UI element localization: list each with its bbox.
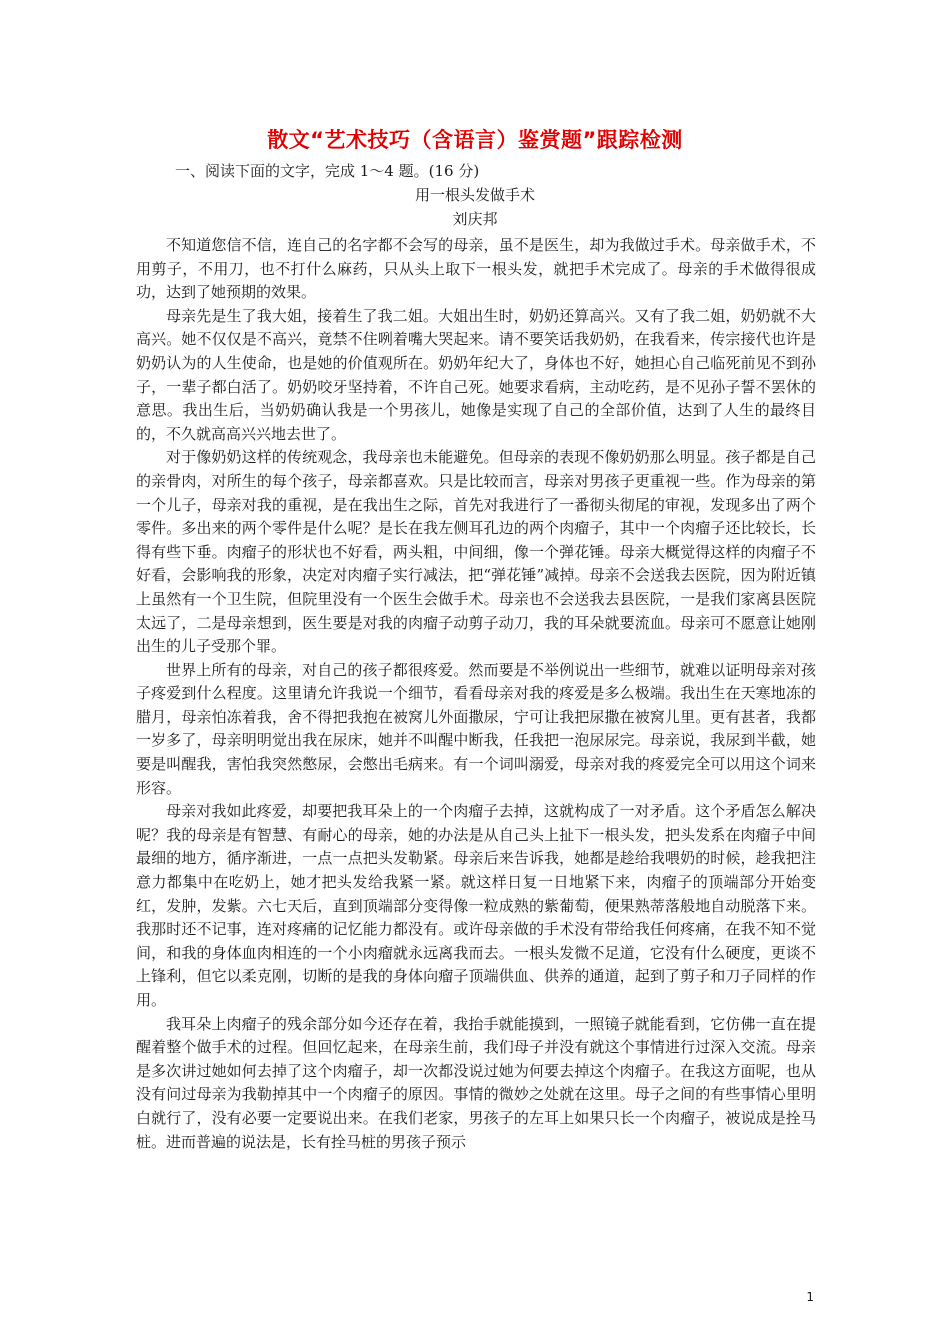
paragraph: 不知道您信不信，连自己的名字都不会写的母亲，虽不是医生，却为我做过手术。母亲做手术，不用剪子，不用刀，也不打什么麻药，只从头上取下一根头发，就把手术完成了。母亲的手术做得很成功，达到了她预期的效果。 <box>136 236 816 302</box>
paragraph: 母亲对我如此疼爱，却要把我耳朵上的一个肉瘤子去掉，这就构成了一对矛盾。这个矛盾怎么解决呢？我的母亲是有智慧、有耐心的母亲，她的办法是从自己头上扯下一根头发，把头发系在肉瘤子中间最细的地方，循序渐进，一点一点把头发勒紧。母亲后来告诉我，她都是趁给我喂奶的时候，趁我把注意力都集中在吃奶上，她才把头发给我紧一紧。就这样日复一日地紧下来，肉瘤子的顶端部分开始变红，发肿，发紫。六七天后，直到顶端部分变得像一粒成熟的紫葡萄，便果熟蒂落般地自动脱落下来。我那时还不记事，连对疼痛的记忆能力都没有。或许母亲做的手术没有带给我任何疼痛，在我不知不觉间，和我的身体血肉相连的一个小肉瘤就永远离我而去。一根头发微不足道，它没有什么硬度，更谈不上锋利，但它以柔克刚，切断的是我的身体向瘤子顶端供血、供养的通道，起到了剪子和刀子同样的作用。 <box>136 802 816 1009</box>
article-title: 用一根头发做手术 <box>414 186 535 204</box>
paragraph: 世界上所有的母亲，对自己的孩子都很疼爱。然而要是不举例说出一些细节，就难以证明母亲对孩子疼爱到什么程度。这里请允许我说一个细节，看看母亲对我的疼爱是多么极端。我出生在天寒地冻的腊月，母亲怕冻着我，舍不得把我抱在被窝儿外面撒尿，宁可让我把尿撒在被窝儿里。更有甚者，我都一岁多了，母亲明明觉出我在尿床，她并不叫醒中断我，任我把一泡尿尿完。母亲说，我尿到半截，她要是叫醒我，害怕我突然憋尿，会憋出毛病来。有一个词叫溺爱，母亲对我的疼爱完全可以用这个词来形容。 <box>136 660 816 797</box>
page-number-label: 1 <box>806 1290 814 1304</box>
paragraph: 母亲先是生了我大姐，接着生了我二姐。大姐出生时，奶奶还算高兴。又有了我二姐，奶奶就不大高兴。她不仅仅是不高兴，竟禁不住咧着嘴大哭起来。请不要笑话我奶奶，在我看来，传宗接代也许是奶奶认为的人生使命，也是她的价值观所在。奶奶年纪大了，身体也不好，她担心自己临死前见不到孙子，一辈子都白活了。奶奶咬牙坚持着，不许自己死。她要求看病，主动吃药，是不见孙子誓不罢休的意思。我出生后，当奶奶确认我是一个男孩儿，她像是实现了自己的全部价值，达到了人生的最终目的，不久就高高兴兴地去世了。 <box>136 306 816 443</box>
question-instruction: 一、阅读下面的文字，完成 1～4 题。(16 分) <box>175 162 480 180</box>
page-title: 散文“艺术技巧（含语言）鉴赏题”跟踪检测 <box>267 128 683 152</box>
paragraph: 我耳朵上肉瘤子的残余部分如今还存在着，我抬手就能摸到，一照镜子就能看到，它仿佛一直在提醒着整个做手术的过程。但回忆起来，在母亲生前，我们母子并没有就这个事情进行过深入交流。母亲是多次讲过她如何去掉了这个肉瘤子，却一次都没说过她为何要去掉这个肉瘤子。在我这方面呢，也从没有问过母亲为我勒掉其中一个肉瘤子的原因。事情的微妙之处就在这里。母子之间的有些事情心里明白就行了，没有必要一定要说出来。在我们老家，男孩子的左耳上如果只长一个肉瘤子，被说成是拴马桩。进而普遍的说法是，长有拴马桩的男孩子预示 <box>136 1014 816 1151</box>
paragraph: 对于像奶奶这样的传统观念，我母亲也未能避免。但母亲的表现不像奶奶那么明显。孩子都是自己的亲骨肉，对所生的每个孩子，母亲都喜欢。只是比较而言，母亲对男孩子更重视一些。作为母亲的第一个儿子，母亲对我的重视，是在我出生之际，首先对我进行了一番彻头彻尾的审视，发现多出了两个零件。多出来的两个零件是什么呢？是长在我左侧耳孔边的两个肉瘤子，其中一个肉瘤子还比较长，长得有些下垂。肉瘤子的形状也不好看，两头粗，中间细，像一个弹花锤。母亲大概觉得这样的肉瘤子不好看，会影响我的形象，决定对肉瘤子实行减法，把“弹花锤”减掉。母亲不会送我去医院，因为附近镇上虽然有一个卫生院，但院里没有一个医生会做手术。母亲也不会送我去县医院，一是我们家离县医院太远了，二是母亲想到，医生要是对我的肉瘤子动剪子动刀，我的耳朵就要流血。母亲可不愿意让她刚出生的儿子受那个罪。 <box>136 448 816 656</box>
article-author: 刘庆邦 <box>452 210 498 228</box>
article-body <box>136 234 816 1154</box>
page-number <box>0 1290 950 1304</box>
